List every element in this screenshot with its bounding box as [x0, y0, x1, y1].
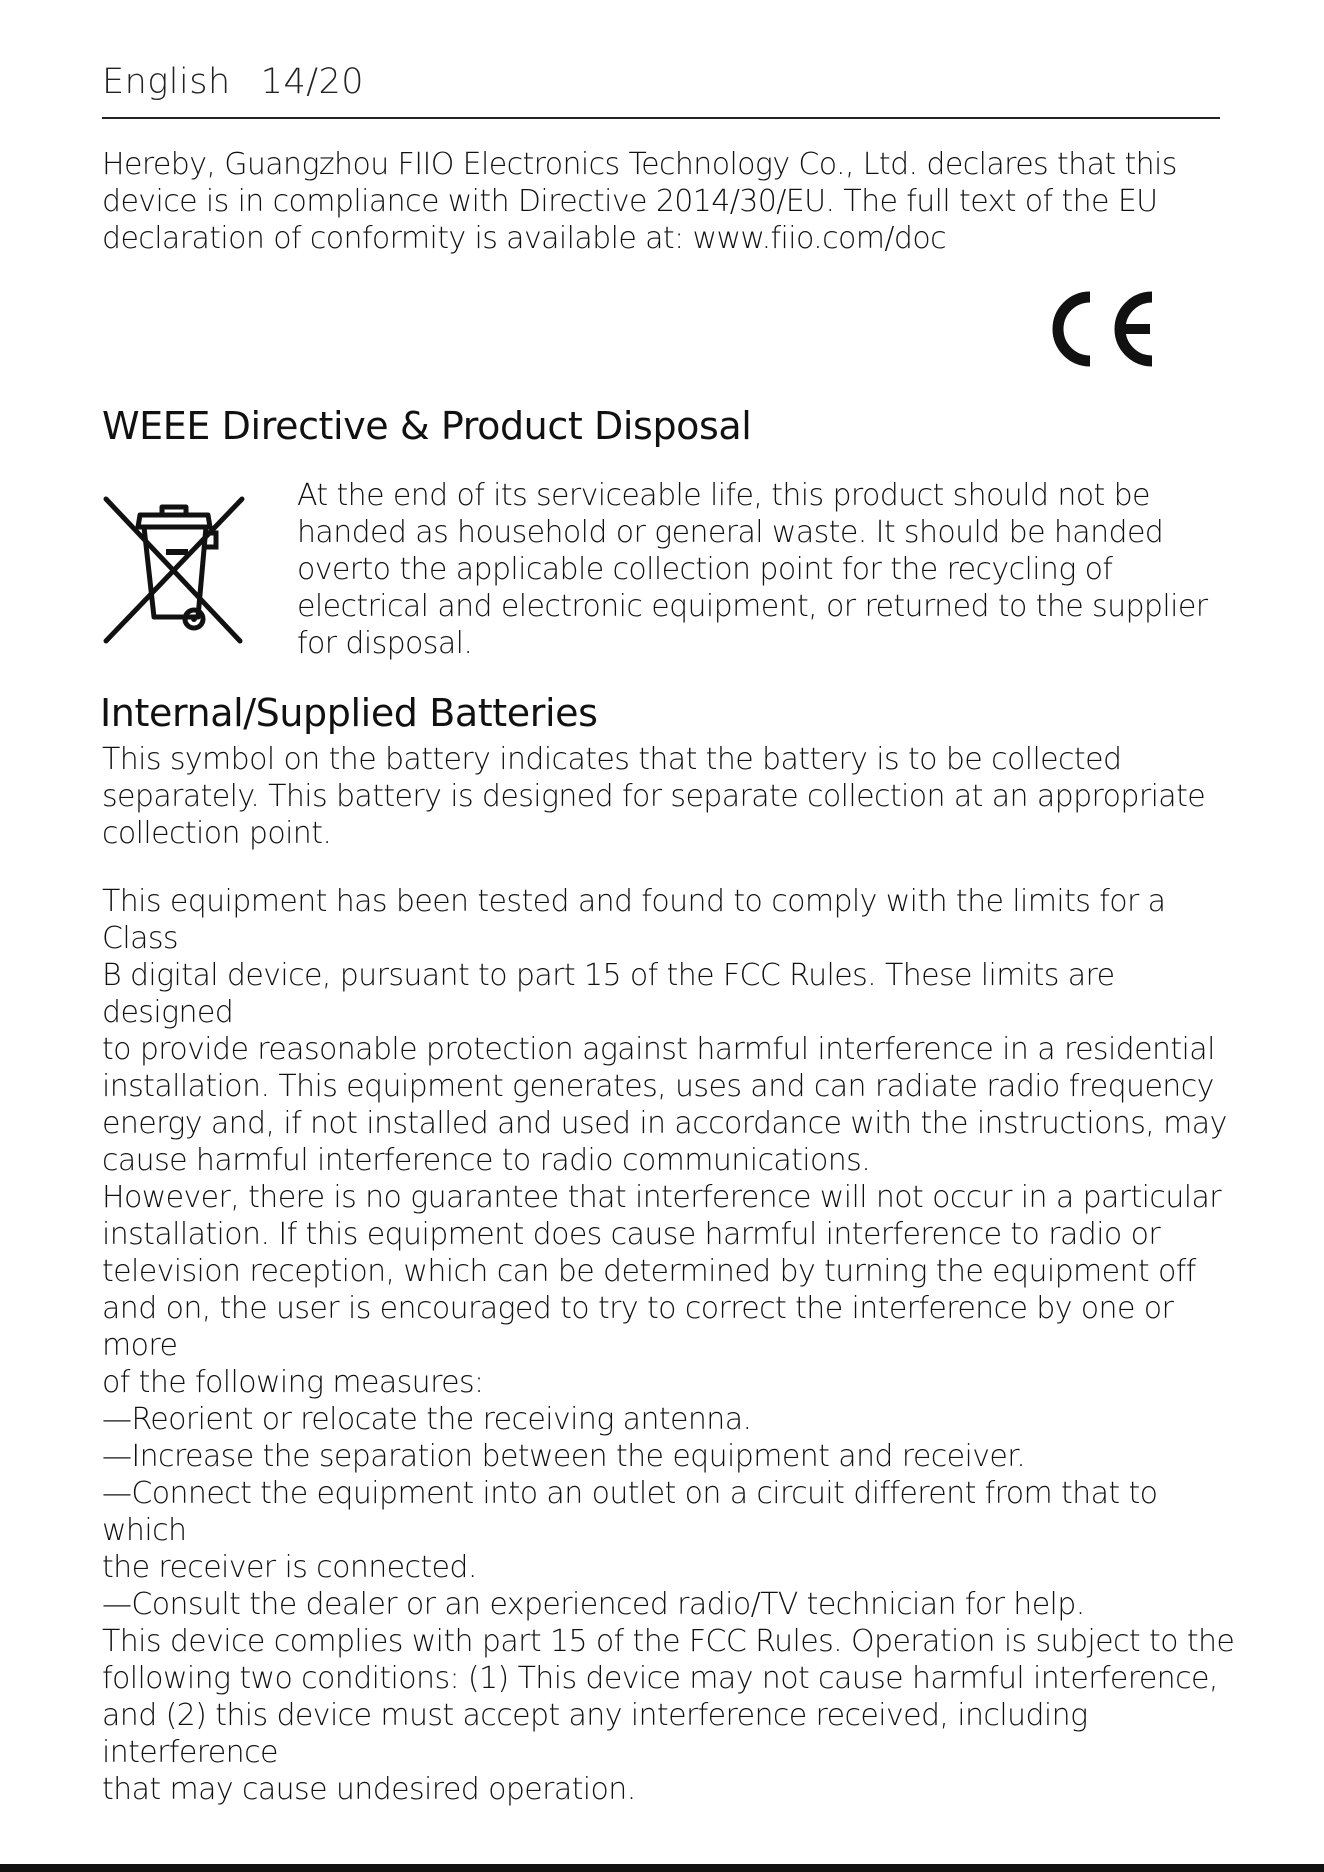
header-divider — [102, 117, 1220, 119]
page-header — [102, 62, 364, 102]
page-bottom-edge — [0, 1864, 1324, 1872]
batteries-paragraph: This symbol on the battery indicates that the battery is to be collected separately. This battery is designed for separate collection at an appropriate collection point. — [102, 742, 1206, 851]
weee-heading: WEEE Directive & Product Disposal — [102, 404, 752, 448]
batteries-heading: Internal/Supplied Batteries — [100, 691, 598, 735]
fcc-paragraph: This equipment has been tested and found to comply with the limits for a Class B digital device, pursuant to part 15 of the FCC Rules. These limits are designed to provide reasonable protection against harmful interference in a residential installation. This equipment generates, uses and can radiate radio frequency energy and, if not installed and used in accordance with the instructions, may cause harmful interference to radio communications. However, there is no guarantee that interference will not occur in a particular installation. If this equipment does cause harmful interference to radio or television reception, which can be determined by turning the equipment off and on, the user is encouraged to try to correct the interference by one or more of the following measures: —Reorient or relocate the receiving antenna. —Increase the separation between the equipment and receiver. —Connect the equipment into an outlet on a circuit different from that to which the receiver is connected. —Consult the dealer or an experienced radio/TV technician for help. This device complies with part 15 of the FCC Rules. Operation is subject to the following two conditions: (1) This device may not cause harmful interference, and (2) this device must accept any interference received, including interference that may cause undesired operation. — [102, 884, 1235, 1807]
weee-paragraph: At the end of its serviceable life, this product should not be handed as household or general waste. It should be handed overto the applicable collection point for the recycling of electrical and electronic equipment, or returned to the supplier for disposal. — [297, 478, 1208, 661]
header-language: English — [102, 62, 231, 102]
crossed-out-wheelie-bin-icon — [102, 495, 246, 647]
header-page-number: 14/20 — [260, 62, 365, 102]
declaration-paragraph: Hereby, Guangzhou FIIO Electronics Technology Co., Ltd. declares that this device is in compliance with Directive 2014/30/EU. The full text of the EU declaration of conformity is available at: www.fiio.com/doc — [102, 147, 1177, 256]
ce-mark-icon — [1040, 285, 1162, 373]
